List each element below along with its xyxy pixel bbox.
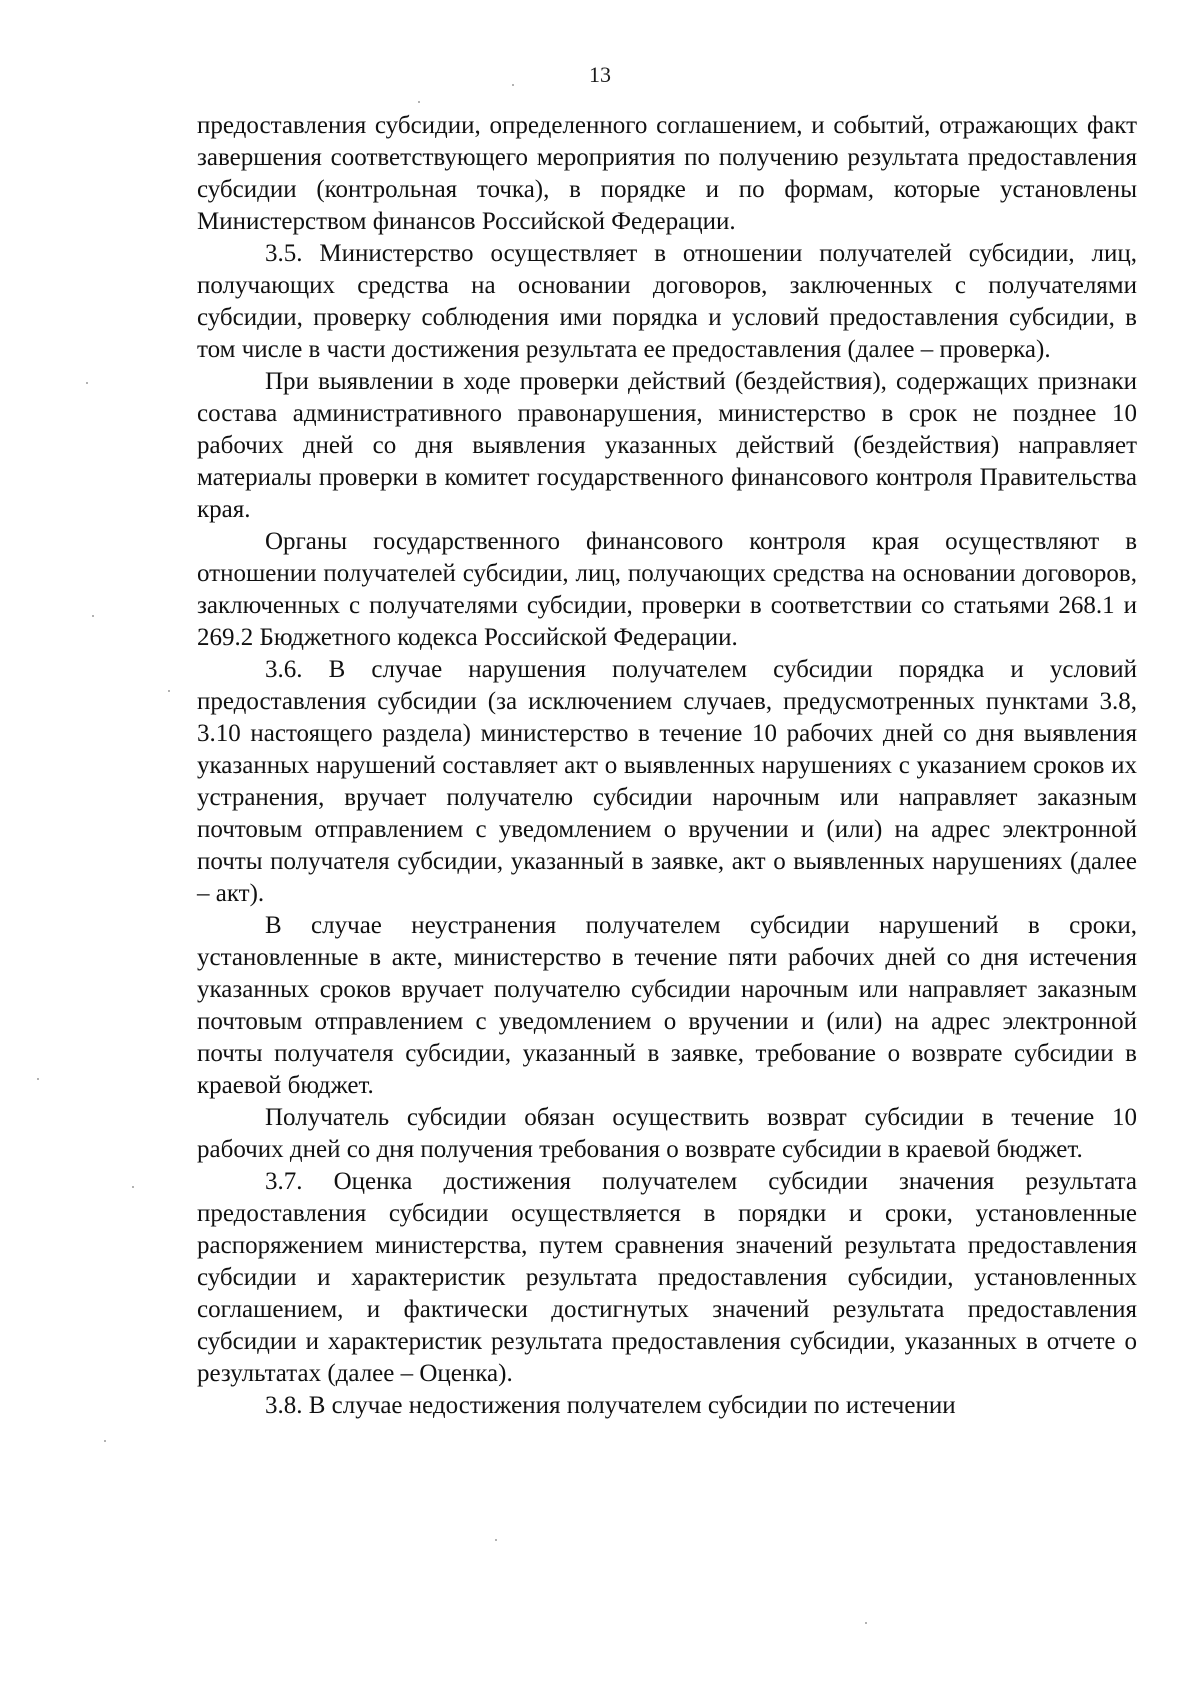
paragraph-violations-detected: При выявлении в ходе проверки действий (бездействия), содержащих признаки состава административного правонарушения, министерство в срок не позднее 10 рабочих дней со дня выявления указанных действий (бездействия) направляет материалы проверки в комитет государственного финансового контроля Правительства края.: [197, 368, 1137, 523]
paragraph-3-8: 3.8. В случае недостижения получателем субсидии по истечении: [265, 1392, 956, 1419]
paragraph-3-5: 3.5. Министерство осуществляет в отношении получателей субсидии, лиц, получающих средства на основании договоров, заключенных с получателями субсидии, проверку соблюдения ими порядка и условий предоставления субсидии, в том числе в части достижения результата ее предоставления (далее – проверка).: [197, 240, 1137, 363]
paragraph-3-6: 3.6. В случае нарушения получателем субсидии порядка и условий предоставления субсидии (за исключением случаев, предусмотренных пунктами 3.8, 3.10 настоящего раздела) министерство в течение 10 рабочих дней со дня выявления указанных нарушений составляет акт о выявленных нарушениях с указанием сроков их устранения, вручает получателю субсидии нарочным или направляет заказным почтовым отправлением с уведомлением о вручении и (или) на адрес электронной почты получателя субсидии, указанный в заявке, акт о выявленных нарушениях (далее – акт).: [197, 656, 1137, 907]
scan-speck: [132, 1186, 134, 1188]
scan-speck: [37, 1078, 39, 1080]
paragraph-continuation: предоставления субсидии, определенного соглашением, и событий, отражающих факт завершения соответствующего мероприятия по получению результата предоставления субсидии (контрольная точка), в порядке и по формам, которые установлены Министерством финансов Российской Федерации.: [197, 112, 1137, 235]
paragraph-refund-obligation: Получатель субсидии обязан осуществить возврат субсидии в течение 10 рабочих дней со дня получения требования о возврате субсидии в краевой бюджет.: [197, 1104, 1137, 1163]
scan-speck: [495, 1539, 497, 1541]
paragraph-financial-control-bodies: Органы государственного финансового контроля края осуществляют в отношении получателей субсидии, лиц, получающих средства на основании договоров, заключенных с получателями субсидии, проверки в соответствии со статьями 268.1 и 269.2 Бюджетного кодекса Российской Федерации.: [197, 528, 1137, 651]
page-number: 13: [589, 62, 611, 87]
scan-speck: [418, 101, 420, 103]
scan-speck: [168, 690, 170, 692]
scan-speck: [92, 615, 94, 617]
paragraph-3-7: 3.7. Оценка достижения получателем субсидии значения результата предоставления субсидии осуществляется в порядки и сроки, установленные распоряжением министерства, путем сравнения значений результата предоставления субсидии и характеристик результата предоставления субсидии, установленных соглашением, и фактически достигнутых значений результата предоставления субсидии и характеристик результата предоставления субсидии, указанных в отчете о результатах (далее – Оценка).: [197, 1168, 1137, 1387]
scan-speck: [512, 84, 514, 86]
scan-speck: [865, 1622, 867, 1624]
paragraph-non-elimination: В случае неустранения получателем субсидии нарушений в сроки, установленные в акте, министерство в течение пяти рабочих дней со дня истечения указанных сроков вручает получателю субсидии нарочным или направляет заказным почтовым отправлением с уведомлением о вручении и (или) на адрес электронной почты получателя субсидии, указанный в заявке, требование о возврате субсидии в краевой бюджет.: [197, 912, 1137, 1099]
document-body: [197, 110, 1137, 1422]
scan-speck: [86, 382, 88, 384]
scan-speck: [104, 1440, 106, 1442]
